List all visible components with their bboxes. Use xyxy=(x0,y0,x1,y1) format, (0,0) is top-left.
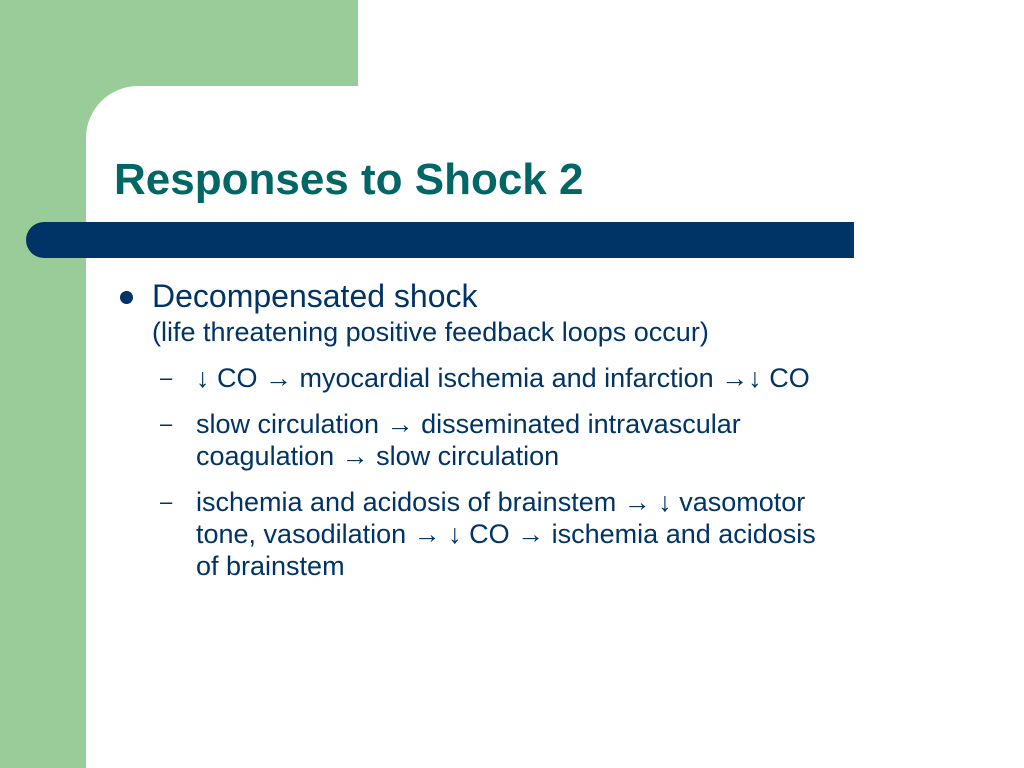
dash-bullet-icon: – xyxy=(160,411,173,436)
sub-bullet-text: slow circulation → disseminated intravascular coagulation → slow circulation xyxy=(196,409,741,471)
sub-bullet-text: ↓ CO → myocardial ischemia and infarction →↓ CO xyxy=(196,363,810,393)
bullet-item xyxy=(114,276,1004,348)
dash-bullet-icon: – xyxy=(160,365,173,390)
title-underline-bar xyxy=(26,222,854,258)
dash-bullet-icon: – xyxy=(160,489,173,514)
slide-title: Responses to Shock 2 xyxy=(114,155,584,204)
bullet-note: (life threatening positive feedback loops occur) xyxy=(152,317,709,347)
sub-bullet-text: ischemia and acidosis of brainstem → ↓ vasomotor tone, vasodilation → ↓ CO → ischemia and acidosis of brainstem xyxy=(196,487,816,581)
sub-bullet-item xyxy=(114,486,1004,582)
sub-bullet-item xyxy=(114,362,1004,394)
bullet-dot-icon xyxy=(120,291,133,304)
sub-bullet-item xyxy=(114,408,1004,472)
slide-body xyxy=(114,276,1004,582)
bullet-text: Decompensated shock xyxy=(152,278,478,314)
